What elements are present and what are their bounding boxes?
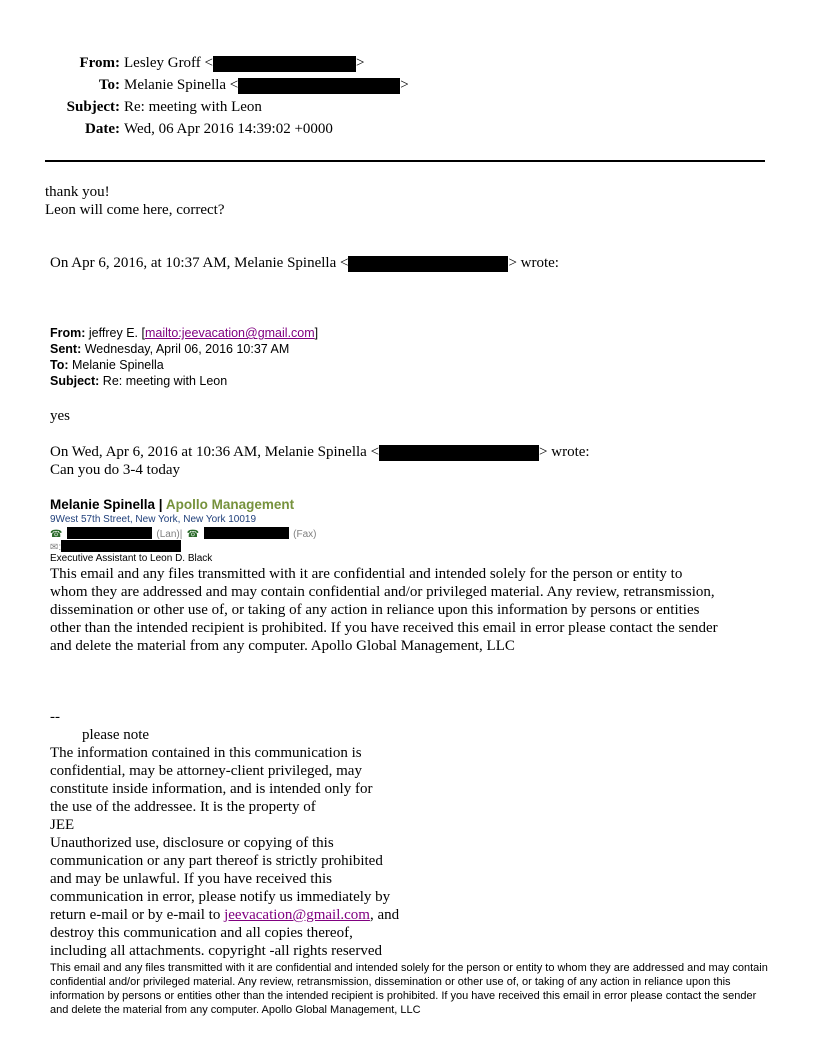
- quote2-suffix: > wrote:: [539, 444, 590, 460]
- header-to-row: [45, 76, 409, 94]
- from-name: Lesley Groff <: [124, 55, 213, 71]
- fax-label: (Fax): [293, 529, 317, 540]
- quote1-prefix: On Apr 6, 2016, at 10:37 AM, Melanie Spinella <: [50, 255, 349, 271]
- redaction-bar: [238, 78, 400, 94]
- header-from-row: [45, 54, 364, 72]
- signature-name: Melanie Spinella: [50, 497, 156, 512]
- fwd-from-label: From:: [50, 326, 86, 340]
- to-name: Melanie Spinella <: [124, 77, 239, 93]
- redaction-bar: [61, 540, 181, 552]
- signature-title: Executive Assistant to Leon D. Black: [50, 553, 213, 564]
- fax-icon: ☎: [186, 529, 200, 540]
- fwd-to-row: [50, 357, 164, 373]
- fwd-sent-row: [50, 341, 289, 357]
- to-close: >: [400, 77, 409, 93]
- lan-label: (Lan): [156, 529, 180, 540]
- apollo-disclaimer-line: dissemination or other use of, or taking of any action in reliance upon this information by persons or entities: [50, 602, 700, 618]
- quote2-prefix: On Wed, Apr 6, 2016 at 10:36 AM, Melanie Spinella <: [50, 444, 380, 460]
- body-line-1: thank you!: [45, 184, 110, 200]
- quote-attribution-2: [50, 443, 590, 461]
- notice-line: including all attachments. copyright -all rights reserved: [50, 943, 382, 959]
- fwd-subject-value: Re: meeting with Leon: [102, 374, 228, 388]
- subject-value: Re: meeting with Leon: [124, 99, 262, 115]
- redaction-bar: [204, 527, 289, 539]
- signature-separator: |: [155, 497, 166, 512]
- fwd-from-close: ]: [314, 326, 319, 340]
- notice-line: JEE: [50, 817, 75, 833]
- notice-line: destroy this communication and all copies thereof,: [50, 925, 353, 941]
- signature-name-row: [50, 496, 294, 514]
- notice-line: communication in error, please notify us immediately by: [50, 889, 391, 905]
- body-line-2: Leon will come here, correct?: [45, 202, 225, 218]
- redaction-bar: [348, 256, 508, 272]
- fwd-subject-label: Subject:: [50, 374, 100, 388]
- envelope-icon: ✉: [50, 542, 59, 553]
- header-date-row: [45, 120, 333, 138]
- subject-label: Subject:: [66, 99, 120, 115]
- reply-question: Can you do 3-4 today: [50, 462, 180, 478]
- date-label: Date:: [85, 121, 120, 137]
- signature-company: Apollo Management: [165, 497, 295, 512]
- quote1-suffix: > wrote:: [508, 255, 559, 271]
- apollo-disclaimer-line: whom they are addressed and may contain confidential and/or privileged material. Any review, retransmission,: [50, 584, 715, 600]
- fwd-subject-row: [50, 373, 227, 389]
- quote-attribution-1: [50, 254, 559, 272]
- apollo-disclaimer-line: other than the intended recipient is prohibited. If you have received this email in error please contact the sender: [50, 620, 718, 636]
- phone-separator: |: [179, 529, 183, 540]
- reply-yes: yes: [50, 408, 70, 424]
- notice-line: confidential, may be attorney-client privileged, may: [50, 763, 362, 779]
- notice-line: and may be unlawful. If you have received this: [50, 871, 332, 887]
- header-divider: [45, 160, 765, 162]
- fwd-from-name: jeffrey E. [: [88, 326, 145, 340]
- fwd-to-label: To:: [50, 358, 69, 372]
- please-note: please note: [82, 727, 150, 743]
- to-label: To:: [98, 77, 120, 93]
- notice-line: the use of the addressee. It is the property of: [50, 799, 316, 815]
- redaction-bar: [67, 527, 152, 539]
- from-label: From:: [79, 55, 120, 71]
- signature-dashes: --: [50, 709, 60, 725]
- fwd-sent-label: Sent:: [50, 342, 82, 356]
- return-prefix: return e-mail or by e-mail to: [50, 907, 225, 923]
- phone-icon: ☎: [50, 529, 63, 540]
- fwd-from-row: [50, 325, 318, 341]
- return-suffix: , and: [369, 907, 400, 923]
- from-close: >: [356, 55, 365, 71]
- apollo-disclaimer-line: and delete the material from any computer. Apollo Global Management, LLC: [50, 638, 515, 654]
- date-value: Wed, 06 Apr 2016 14:39:02 +0000: [124, 121, 333, 137]
- header-subject-row: [45, 98, 262, 116]
- redaction-bar: [379, 445, 539, 461]
- notice-line: constitute inside information, and is intended only for: [50, 781, 373, 797]
- redaction-bar: [213, 56, 356, 72]
- fwd-to-value: Melanie Spinella: [72, 358, 164, 372]
- fwd-from-mailto-link[interactable]: mailto:jeevacation@gmail.com: [144, 326, 315, 340]
- notice-line: Unauthorized use, disclosure or copying of this: [50, 835, 334, 851]
- footer-disclaimer: This email and any files transmitted with it are confidential and intended solely for the person or entity to whom they are addressed and may contain confidential and/or privileged material. Any review, retransmission, dissemination or other use of, or taking of any action in reliance upon this information by persons or entities other than the intended recipient is prohibited. If you have received this email in error please contact the sender and delete the material from any computer. Apollo Global Management, LLC: [50, 962, 768, 1016]
- email-colon: :: [58, 542, 62, 553]
- fwd-sent-value: Wednesday, April 06, 2016 10:37 AM: [84, 342, 290, 356]
- signature-address: 9West 57th Street, New York, New York 10019: [50, 514, 257, 525]
- email-link[interactable]: jeevacation@gmail.com: [224, 907, 370, 923]
- notice-line: The information contained in this communication is: [50, 745, 362, 761]
- notice-return-row: [50, 906, 399, 924]
- apollo-disclaimer-line: This email and any files transmitted with it are confidential and intended solely for the person or entity to: [50, 566, 683, 582]
- notice-line: communication or any part thereof is strictly prohibited: [50, 853, 383, 869]
